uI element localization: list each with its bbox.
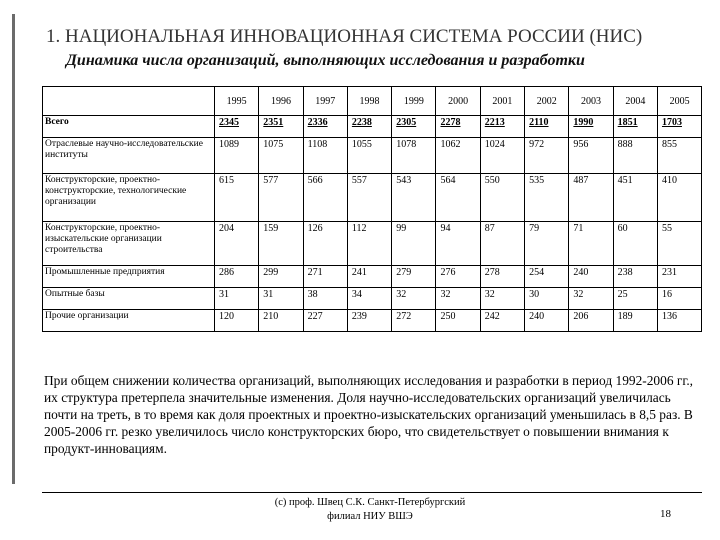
organizations-table-container: [42, 86, 701, 332]
table-cell: 254: [525, 266, 569, 288]
table-row: [43, 266, 702, 288]
table-cell: 136: [657, 310, 701, 332]
table-cell: 120: [215, 310, 259, 332]
table-cell: 34: [347, 288, 391, 310]
table-cell: 60: [613, 222, 657, 266]
year-header: 1997: [303, 87, 347, 116]
table-cell: 1851: [613, 116, 657, 138]
table-cell: 227: [303, 310, 347, 332]
table-cell: 2213: [480, 116, 524, 138]
table-cell: 240: [569, 266, 613, 288]
table-cell: 94: [436, 222, 480, 266]
table-cell: 1055: [347, 138, 391, 174]
table-cell: 1703: [657, 116, 701, 138]
table-row: [43, 138, 702, 174]
table-cell: 1062: [436, 138, 480, 174]
table-cell: 71: [569, 222, 613, 266]
table-cell: 31: [259, 288, 303, 310]
footer-divider: [42, 492, 702, 493]
table-cell: 410: [657, 174, 701, 222]
table-cell: 543: [392, 174, 436, 222]
year-header: 2005: [657, 87, 701, 116]
table-cell: 2238: [347, 116, 391, 138]
table-cell: 250: [436, 310, 480, 332]
table-cell: 2110: [525, 116, 569, 138]
slide-subtitle: Динамика числа организаций, выполняющих исследования и разработки: [66, 52, 585, 69]
table-cell: 276: [436, 266, 480, 288]
table-row: [43, 174, 702, 222]
table-cell: 231: [657, 266, 701, 288]
table-cell: 2345: [215, 116, 259, 138]
table-cell: 241: [347, 266, 391, 288]
row-label: Опытные базы: [43, 288, 215, 310]
table-row: [43, 116, 702, 138]
body-paragraph: При общем снижении количества организаций, выполняющих исследования и разработки в период 1992-2006 гг., их структура претерпела значительные изменения. Доля научно-исследовательских организаций увеличилась почти на треть, в то время как доля проектных и проектно-изыскательских организаций уменьшилась в 8,5 раз. В 2005-2006 гг. резко увеличилось число конструкторских бюро, что свидетельствует о повышении внимания к продукт-инновациям.: [44, 373, 694, 456]
table-cell: 956: [569, 138, 613, 174]
year-header: 1998: [347, 87, 391, 116]
table-cell: 487: [569, 174, 613, 222]
row-label: Конструкторские, проектно-изыскательские организации строительства: [43, 222, 215, 266]
table-cell: 32: [480, 288, 524, 310]
table-cell: 550: [480, 174, 524, 222]
table-cell: 1990: [569, 116, 613, 138]
footer-credit-line-1: (с) проф. Швец С.К. Санкт-Петербургский: [274, 497, 466, 508]
table-cell: 299: [259, 266, 303, 288]
table-cell: 1108: [303, 138, 347, 174]
footer-credit: [240, 496, 500, 524]
table-cell: 242: [480, 310, 524, 332]
table-body: [43, 116, 702, 332]
table-cell: 99: [392, 222, 436, 266]
table-cell: 38: [303, 288, 347, 310]
table-cell: 972: [525, 138, 569, 174]
table-cell: 557: [347, 174, 391, 222]
year-header: 2001: [480, 87, 524, 116]
table-cell: 286: [215, 266, 259, 288]
table-cell: 31: [215, 288, 259, 310]
table-cell: 577: [259, 174, 303, 222]
table-cell: 1024: [480, 138, 524, 174]
table-cell: 189: [613, 310, 657, 332]
table-cell: 278: [480, 266, 524, 288]
table-cell: 271: [303, 266, 347, 288]
year-header: 2004: [613, 87, 657, 116]
table-cell: 206: [569, 310, 613, 332]
year-header: 2000: [436, 87, 480, 116]
year-header: 2002: [525, 87, 569, 116]
table-cell: 204: [215, 222, 259, 266]
table-cell: 1078: [392, 138, 436, 174]
table-row: [43, 310, 702, 332]
slide-frame-border: [12, 14, 15, 484]
page-number: 18: [660, 508, 671, 520]
table-cell: 16: [657, 288, 701, 310]
table-cell: 32: [392, 288, 436, 310]
table-cell: 30: [525, 288, 569, 310]
table-cell: 240: [525, 310, 569, 332]
table-cell: 238: [613, 266, 657, 288]
table-row: [43, 222, 702, 266]
table-cell: 566: [303, 174, 347, 222]
table-cell: 2278: [436, 116, 480, 138]
table-cell: 79: [525, 222, 569, 266]
row-label: Промышленные предприятия: [43, 266, 215, 288]
header-empty-cell: [43, 87, 215, 116]
table-cell: 888: [613, 138, 657, 174]
year-header: 2003: [569, 87, 613, 116]
table-cell: 32: [436, 288, 480, 310]
table-cell: 25: [613, 288, 657, 310]
row-label: Прочие организации: [43, 310, 215, 332]
table-cell: 279: [392, 266, 436, 288]
table-cell: 210: [259, 310, 303, 332]
table-cell: 272: [392, 310, 436, 332]
table-cell: 159: [259, 222, 303, 266]
table-cell: 2305: [392, 116, 436, 138]
row-label: Всего: [43, 116, 215, 138]
table-cell: 2351: [259, 116, 303, 138]
table-row: [43, 288, 702, 310]
table-cell: 615: [215, 174, 259, 222]
table-cell: 239: [347, 310, 391, 332]
row-label: Отраслевые научно-исследовательские институты: [43, 138, 215, 174]
row-label: Конструкторские, проектно-конструкторские, технологические организации: [43, 174, 215, 222]
table-cell: 451: [613, 174, 657, 222]
table-cell: 87: [480, 222, 524, 266]
year-header: 1996: [259, 87, 303, 116]
slide-title: 1. НАЦИОНАЛЬНАЯ ИННОВАЦИОННАЯ СИСТЕМА РОССИИ (НИС): [46, 26, 643, 47]
year-header: 1995: [215, 87, 259, 116]
table-cell: 112: [347, 222, 391, 266]
table-cell: 564: [436, 174, 480, 222]
year-header: 1999: [392, 87, 436, 116]
table-cell: 126: [303, 222, 347, 266]
table-cell: 32: [569, 288, 613, 310]
table-cell: 2336: [303, 116, 347, 138]
footer-credit-line-2: филиал НИУ ВШЭ: [327, 511, 413, 522]
table-cell: 855: [657, 138, 701, 174]
table-cell: 55: [657, 222, 701, 266]
organizations-table: [42, 86, 702, 332]
table-cell: 1075: [259, 138, 303, 174]
table-cell: 1089: [215, 138, 259, 174]
table-header-row: [43, 87, 702, 116]
table-cell: 535: [525, 174, 569, 222]
